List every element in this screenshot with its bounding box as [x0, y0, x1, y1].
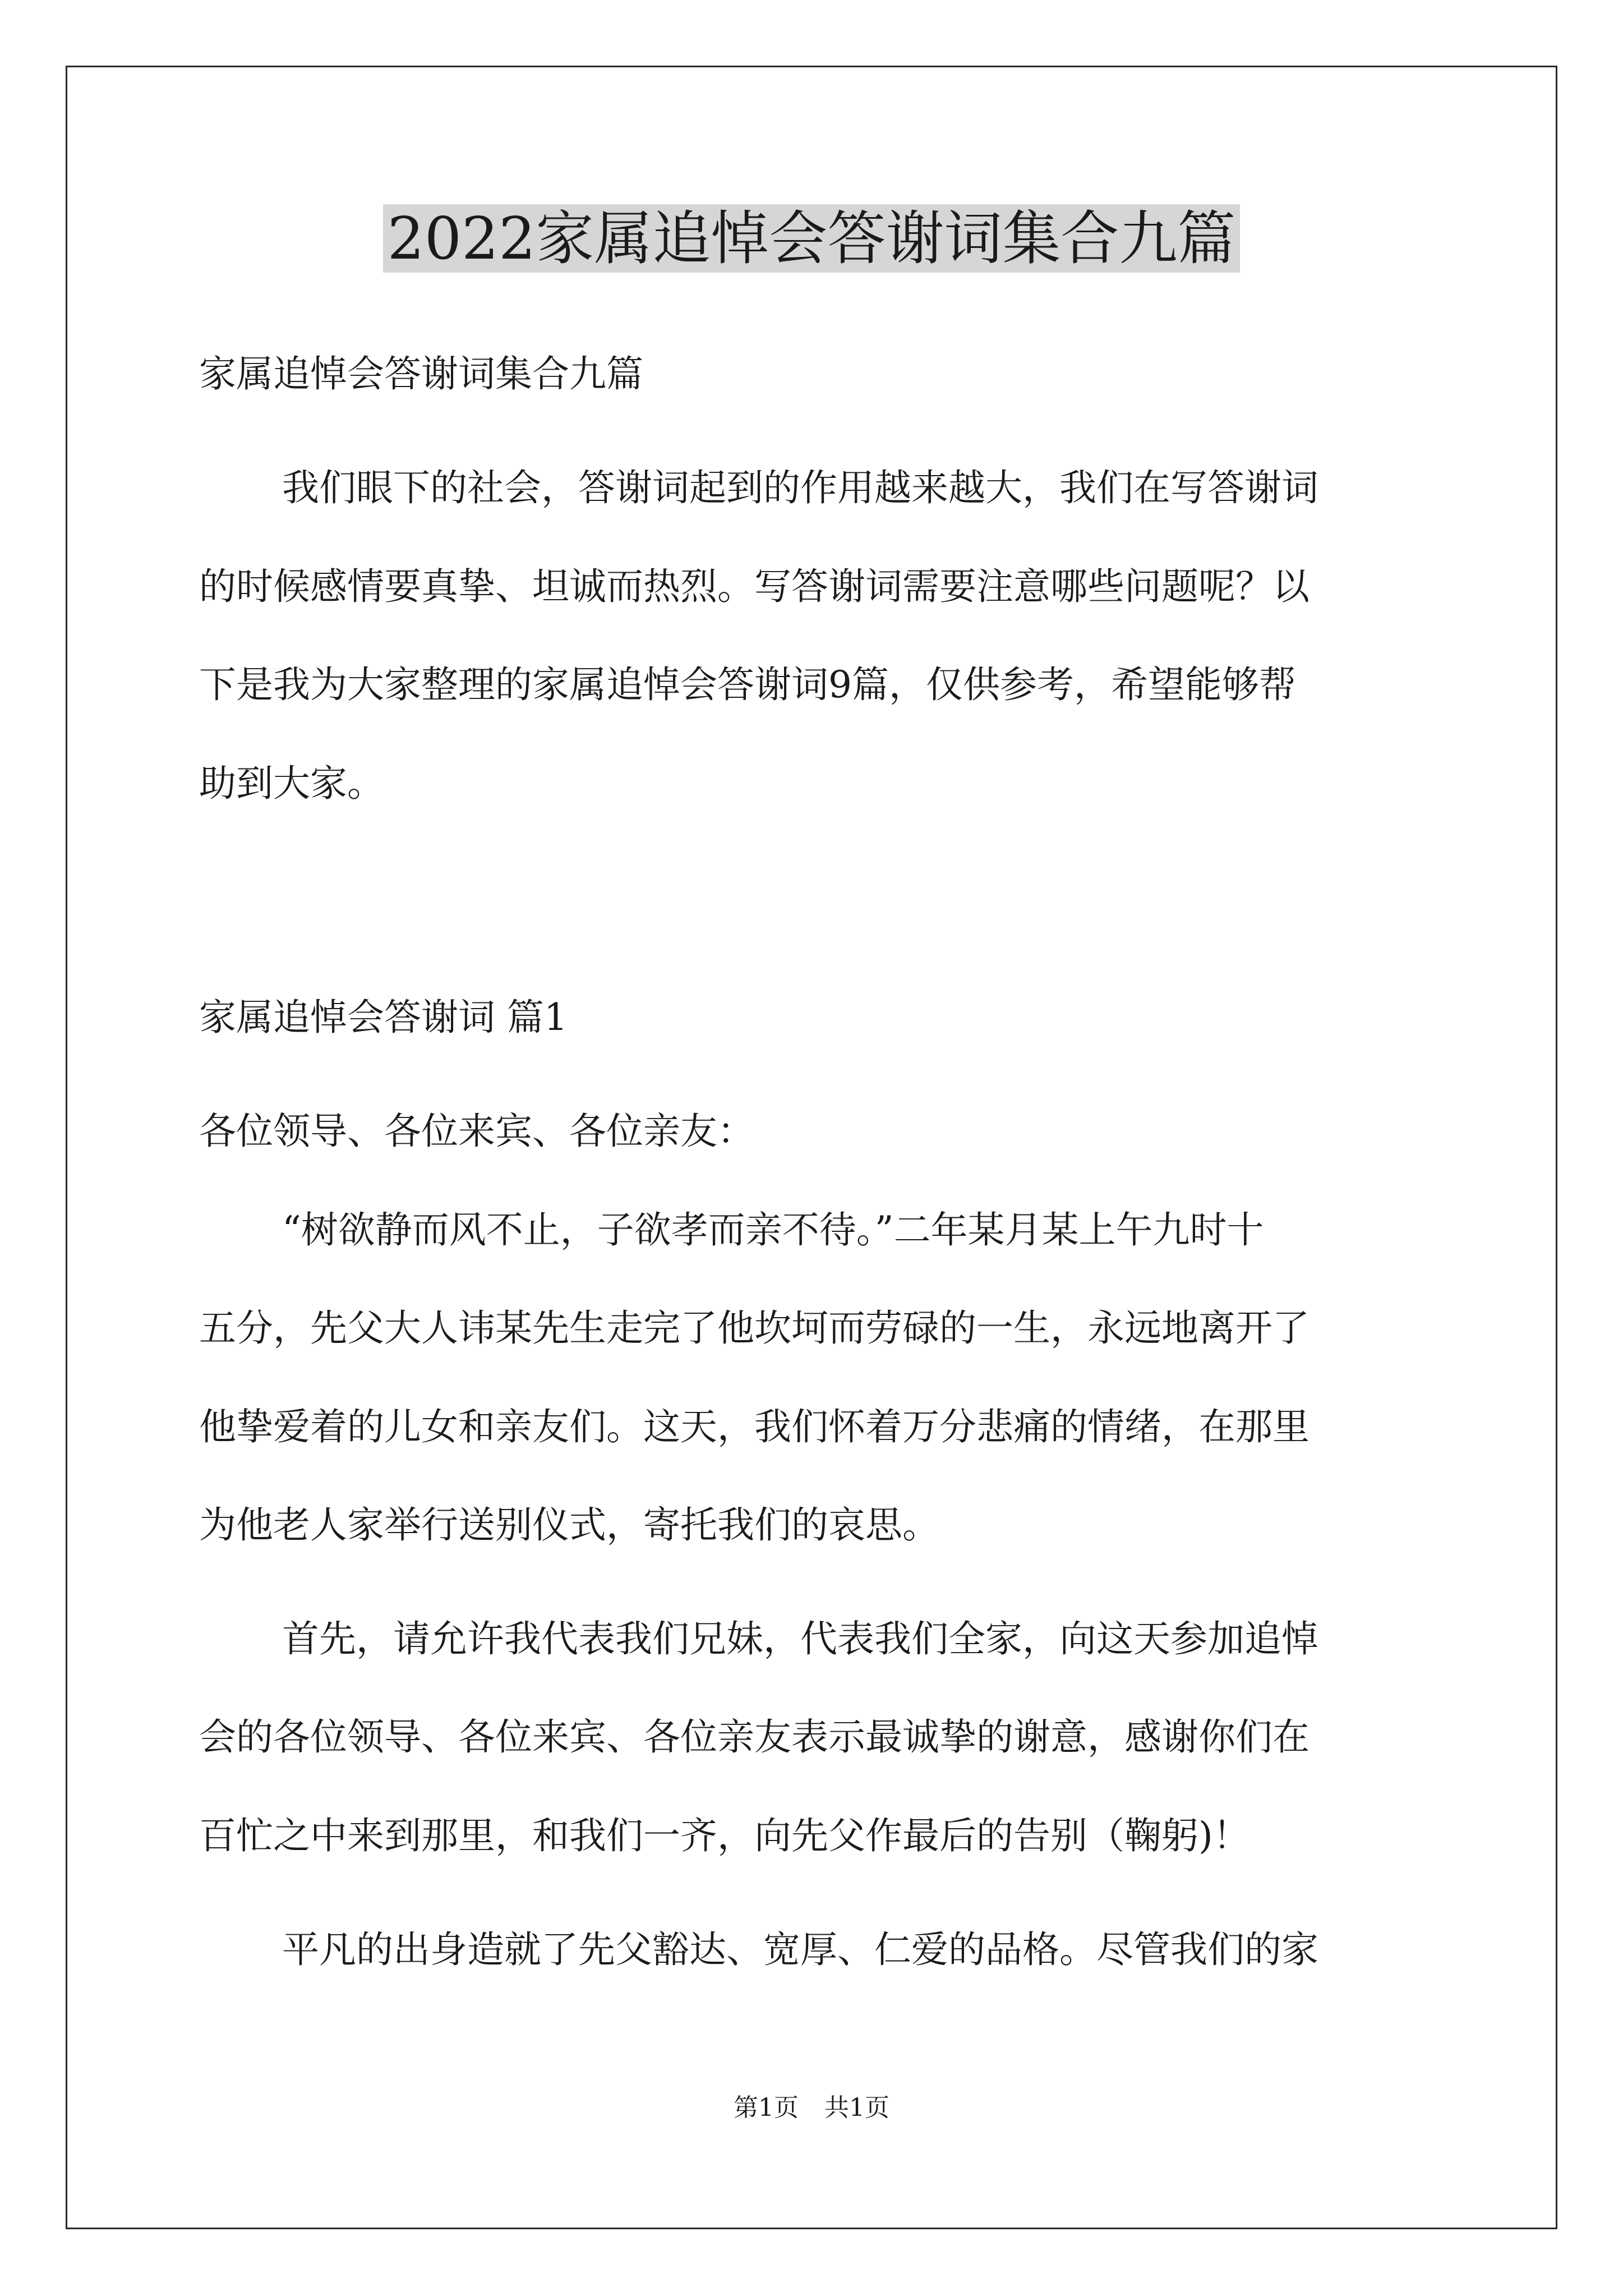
- para1-line-1: “树欲静而风不止，子欲孝而亲不待。”二年某月某上午九时十: [282, 1208, 1264, 1251]
- para1-line-4: 为他老人家举行送别仪式，寄托我们的哀思。: [199, 1503, 939, 1547]
- intro-line-1: 我们眼下的社会，答谢词起到的作用越来越大，我们在写答谢词: [282, 466, 1318, 509]
- para2-line-2: 会的各位领导、各位来宾、各位亲友表示最诚挚的谢意，感谢你们在: [199, 1715, 1310, 1759]
- document-title: [0, 199, 1623, 278]
- para2-line-1: 首先，请允许我代表我们兄妹，代表我们全家，向这天参加追悼: [282, 1617, 1318, 1660]
- para2-line-3: 百忙之中来到那里，和我们一齐，向先父作最后的告别（鞠躬)！: [199, 1814, 1250, 1857]
- para3-line-1: 平凡的出身造就了先父豁达、宽厚、仁爱的品格。尽管我们的家: [282, 1928, 1318, 1971]
- intro-line-2: 的时候感情要真挚、坦诚而热烈。写答谢词需要注意哪些问题呢？以: [199, 565, 1310, 608]
- salutation: 各位领导、各位来宾、各位亲友：: [199, 1110, 754, 1153]
- page-total: 共1页: [824, 2093, 889, 2122]
- intro-line-3: 下是我为大家整理的家属追悼会答谢词9篇，仅供参考，希望能够帮: [199, 663, 1296, 706]
- document-title-text: 2022家属追悼会答谢词集合九篇: [383, 204, 1241, 273]
- section-heading: 家属追悼会答谢词 篇1: [199, 996, 568, 1039]
- page-number: 第1页: [734, 2093, 799, 2122]
- para1-line-3: 他挚爱着的儿女和亲友们。这天，我们怀着万分悲痛的情绪，在那里: [199, 1405, 1310, 1448]
- intro-line-4: 助到大家。: [199, 762, 384, 805]
- document-subtitle: 家属追悼会答谢词集合九篇: [199, 352, 643, 395]
- page-footer: [0, 2091, 1623, 2125]
- para1-line-2: 五分，先父大人讳某先生走完了他坎坷而劳碌的一生，永远地离开了: [199, 1306, 1310, 1350]
